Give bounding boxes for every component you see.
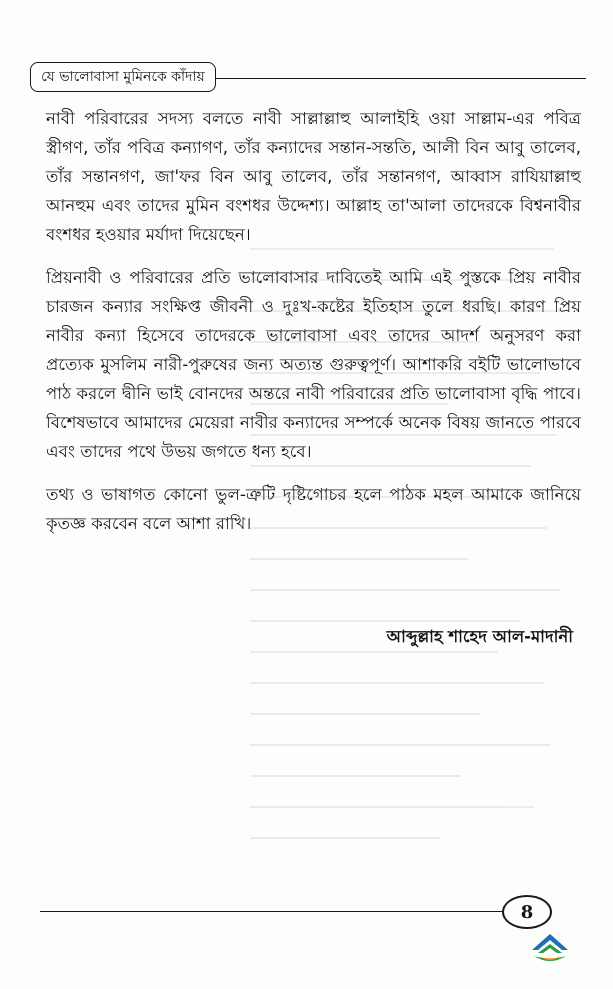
paragraph-2: প্রিয়নাবী ও পরিবারের প্রতি ভালোবাসার দাবিতেই আমি এই পুস্তকে প্রিয় নাবীর চারজন কন্যার সংক্ষিপ্ত জীবনী ও দুঃখ-কষ্টের ইতিহাস তুলে ধরছি। কারণ প্রিয় নাবীর কন্যা হিসেবে তাদেরকে ভালোবাসা এবং তাদের আদর্শ অনুসরণ করা প্রত্যেক মুসলিম নারী-পুরুষের জন্য অত্যন্ত গুরুত্বপূর্ণ। আশাকরি বইটি ভালোভাবে পাঠ করলে দ্বীনি ভাই বোনদের অন্তরে নাবী পরিবারের প্রতি ভালোবাসা বৃদ্ধি পাবে। বিশেষভাবে আমাদের মেয়েরা নাবীর কন্যাদের সম্পর্কে অনেক বিষয় জানতে পারবে এবং তাদের পথে উভয় জগতে ধন্য হবে। [46, 268, 581, 461]
header-title: যে ভালোবাসা মুমিনকে কাঁদায় [41, 69, 205, 85]
page-number: 8 [520, 901, 534, 923]
publisher-logo-icon [526, 926, 574, 966]
header-rule [180, 78, 586, 79]
running-header [30, 62, 586, 92]
author-signature: আব্দুল্লাহ শাহেদ আল-মাদানী [386, 627, 573, 646]
paragraph-3: তথ্য ও ভাষাগত কোনো ভুল-ত্রুটি দৃষ্টিগোচর হলে পাঠক মহল আমাকে জানিয়ে কৃতজ্ঞ করবেন বলে আশা রাখি। [46, 485, 581, 533]
footer-rule [40, 911, 502, 912]
paragraph-1: নাবী পরিবারের সদস্য বলতে নাবী সাল্লাল্লাহু আলাইহি ওয়া সাল্লাম-এর পবিত্র স্ত্রীগণ, তাঁর পবিত্র কন্যাগণ, তাঁর কন্যাদের সন্তান-সন্ততি, আলী বিন আবু তালেব, তাঁর সন্তানগণ, জা'ফর বিন আবু তালেব, তাঁর সন্তানগণ, আব্বাস রাযিয়াল্লাহু আনহুম এবং তাদের মুমিন বংশধর উদ্দেশ্য। আল্লাহ তা'আলা তাদেরকে বিশ্বনাবীর বংশধর হওয়ার মর্যাদা দিয়েছেন। [46, 109, 581, 244]
page-number-badge [502, 895, 552, 929]
page-body [46, 104, 581, 552]
header-title-box [30, 62, 216, 92]
